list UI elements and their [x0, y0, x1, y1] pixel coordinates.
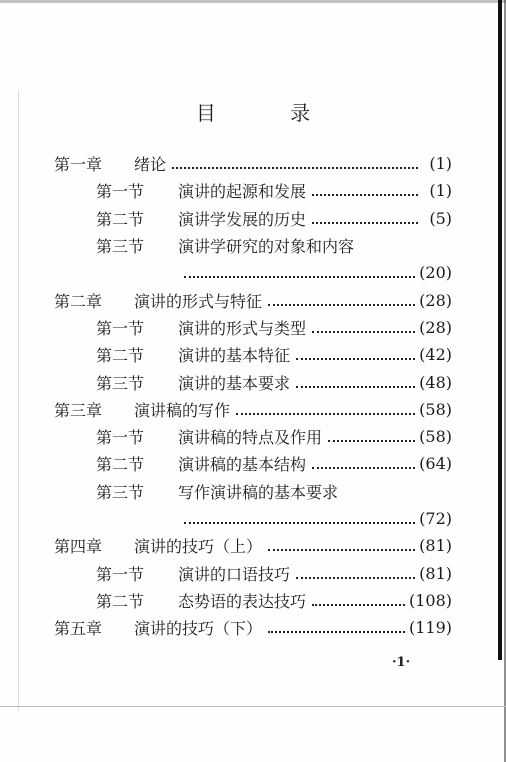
entry-number: 第一节 [96, 564, 145, 584]
entry-page-number: (58) [419, 399, 452, 419]
toc-chapter-entry [54, 286, 452, 313]
entry-number: 第三节 [96, 373, 145, 393]
entry-page-number: (119) [408, 618, 452, 638]
toc-section-entry [54, 205, 452, 232]
entry-number: 第五章 [54, 619, 103, 639]
entry-number: 第二节 [96, 591, 145, 611]
toc-section-entry [54, 559, 452, 586]
table-of-contents [54, 150, 452, 641]
entry-page-number: (72) [419, 509, 452, 528]
dot-leader [172, 166, 418, 169]
toc-section-entry [54, 423, 452, 450]
entry-number: 第三节 [96, 237, 145, 257]
entry-page-number: (42) [419, 345, 452, 365]
entry-number: 第二节 [96, 209, 145, 229]
entry-title: 绪论 [134, 155, 167, 175]
entry-number: 第一节 [96, 318, 145, 338]
toc-chapter-entry [54, 614, 452, 641]
dot-leader [296, 385, 415, 388]
entry-title: 演讲的基本特征 [178, 346, 291, 366]
entry-title: 演讲学研究的对象和内容 [178, 237, 355, 257]
dot-leader [312, 466, 415, 469]
entry-title: 演讲的技巧（下） [134, 619, 263, 639]
entry-number: 第三节 [96, 482, 145, 502]
toc-section-entry [54, 341, 452, 368]
toc-section-entry [54, 478, 452, 505]
toc-title: 目 录 [195, 101, 345, 125]
dot-leader [312, 193, 418, 196]
toc-section-entry [54, 368, 452, 395]
dot-leader [312, 330, 415, 333]
dot-leader [328, 439, 415, 442]
entry-title: 演讲的形式与特征 [134, 291, 263, 311]
entry-number: 第二章 [54, 291, 103, 311]
page-number: ·1· [392, 655, 411, 670]
entry-page-number: (81) [419, 563, 452, 583]
entry-number: 第二节 [96, 346, 145, 366]
entry-page-number: (1) [429, 154, 452, 174]
entry-title: 演讲学发展的历史 [178, 209, 307, 229]
toc-continuation-line [54, 259, 452, 286]
entry-number: 第四章 [54, 537, 103, 557]
dot-leader [236, 412, 415, 415]
toc-chapter-entry [54, 396, 452, 423]
entry-page-number: (20) [419, 263, 452, 283]
dot-leader [184, 521, 415, 524]
toc-section-entry [54, 450, 452, 477]
entry-number: 第一节 [96, 182, 145, 202]
dot-leader [312, 221, 418, 224]
entry-title: 演讲的技巧（上） [134, 537, 263, 557]
dot-leader [268, 548, 415, 551]
entry-page-number: (64) [419, 454, 452, 474]
entry-page-number: (28) [419, 290, 452, 310]
entry-number: 第二节 [96, 455, 145, 475]
entry-title: 演讲的基本要求 [178, 373, 291, 393]
entry-title: 演讲稿的写作 [134, 400, 231, 420]
toc-section-entry [54, 232, 452, 259]
entry-number: 第三章 [54, 400, 103, 420]
entry-page-number: (81) [419, 536, 452, 556]
entry-number: 第一章 [54, 155, 103, 175]
scan-top-edge [0, 0, 506, 3]
toc-continuation-line [54, 505, 452, 532]
dot-leader [268, 630, 405, 633]
toc-section-entry [54, 587, 452, 614]
entry-title: 写作演讲稿的基本要求 [178, 482, 339, 502]
entry-title: 态势语的表达技巧 [178, 591, 307, 611]
dot-leader [184, 275, 415, 278]
entry-title: 演讲的口语技巧 [178, 564, 291, 584]
toc-chapter-entry [54, 150, 452, 177]
entry-page-number: (5) [429, 208, 452, 228]
dot-leader [312, 603, 405, 606]
entry-title: 演讲稿的特点及作用 [178, 428, 323, 448]
entry-page-number: (108) [408, 590, 452, 610]
dot-leader [296, 357, 415, 360]
entry-title: 演讲稿的基本结构 [178, 455, 307, 475]
entry-page-number: (48) [419, 372, 452, 392]
toc-chapter-entry [54, 532, 452, 559]
dot-leader [296, 576, 415, 579]
toc-section-entry [54, 177, 452, 204]
entry-title: 演讲的起源和发展 [178, 182, 307, 202]
entry-number: 第一节 [96, 428, 145, 448]
dot-leader [268, 303, 415, 306]
entry-page-number: (1) [429, 181, 452, 201]
toc-section-entry [54, 314, 452, 341]
scan-left-mark [18, 90, 19, 710]
entry-page-number: (28) [419, 317, 452, 337]
entry-title: 演讲的形式与类型 [178, 318, 307, 338]
entry-page-number: (58) [419, 427, 452, 447]
scan-bottom-edge [0, 706, 506, 707]
